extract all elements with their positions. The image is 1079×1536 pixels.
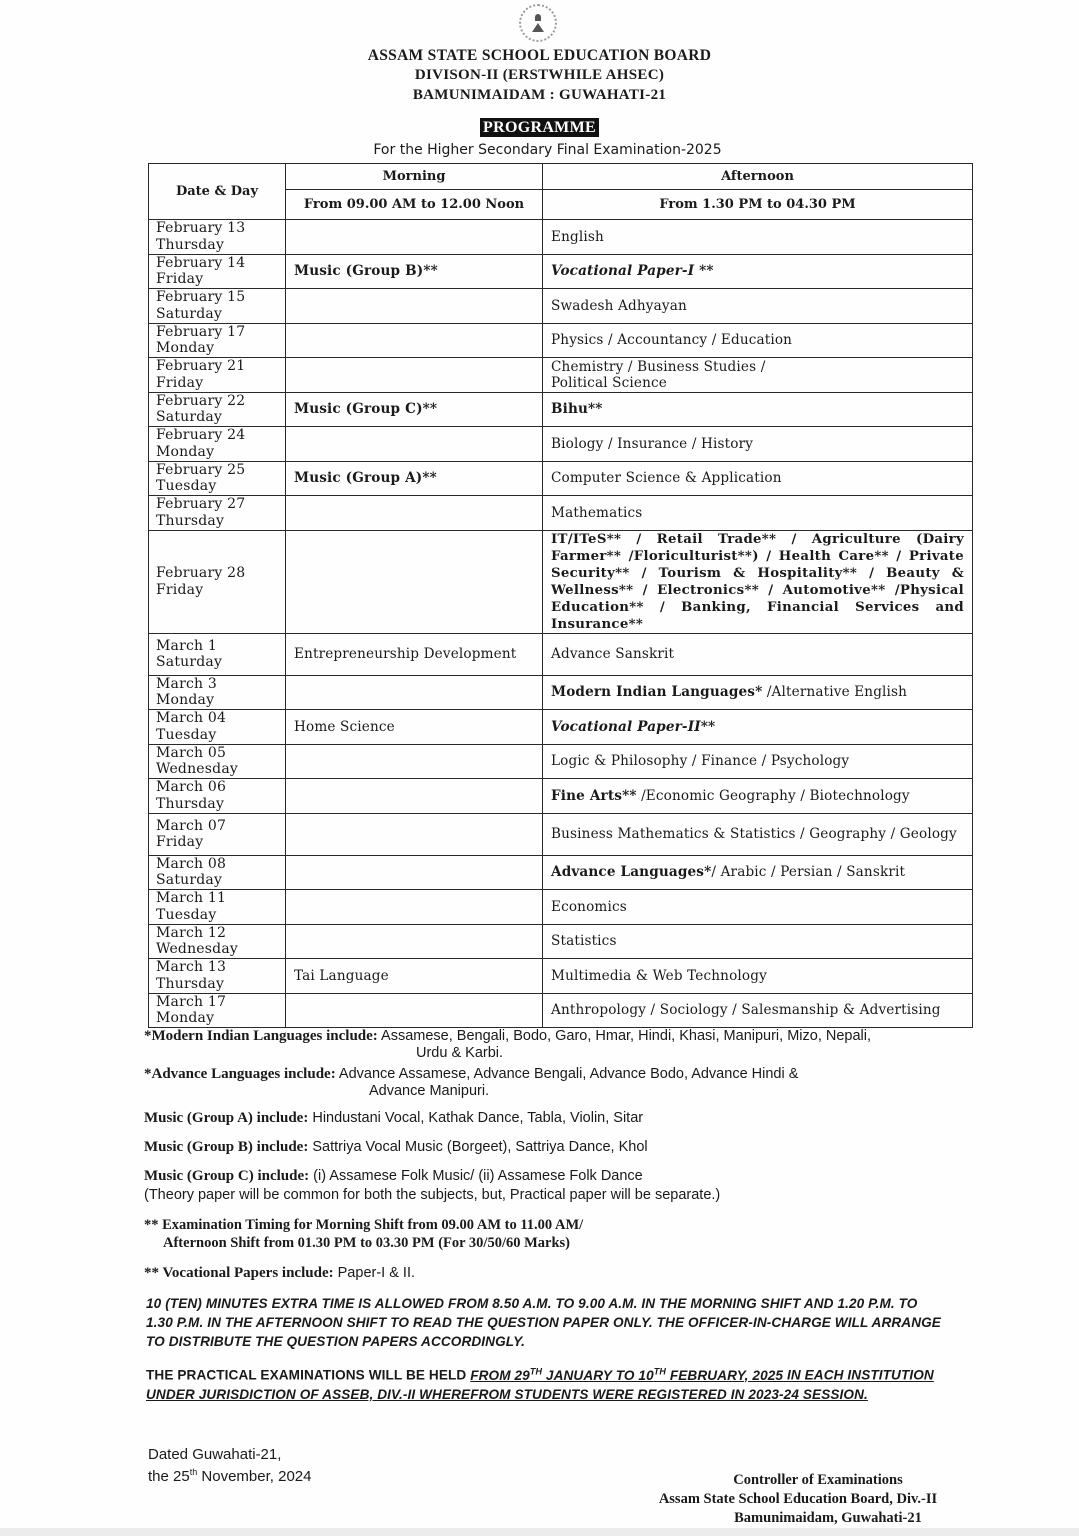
- afternoon-subject-rest: / Arabic / Persian / Sanskrit: [711, 864, 906, 881]
- row-day: Monday: [156, 443, 215, 460]
- dated-place: Dated Guwahati-21,: [148, 1446, 282, 1463]
- row-day: Monday: [156, 340, 215, 357]
- afternoon-subject: English: [543, 220, 973, 255]
- row-date: February 15: [156, 289, 246, 306]
- row-date: March 08: [156, 855, 227, 872]
- note-advance-languages: [144, 1066, 974, 1099]
- afternoon-subject: Mathematics: [543, 496, 973, 531]
- row-date: February 22: [156, 392, 246, 409]
- note-label: ** Vocational Papers include:: [144, 1265, 334, 1281]
- morning-subject: [286, 890, 543, 925]
- afternoon-subject-bold: Fine Arts**: [551, 787, 637, 804]
- row-day: Friday: [156, 271, 204, 288]
- note-timing-line2: Afternoon Shift from 01.30 PM to 03.30 PM (For 30/50/60 Marks): [163, 1235, 571, 1251]
- row-date: February 21: [156, 358, 246, 375]
- afternoon-subject-rest: /Economic Geography / Biotechnology: [636, 787, 910, 804]
- practical-from: FROM 29: [470, 1367, 530, 1383]
- table-row: [149, 427, 973, 462]
- row-day: Monday: [156, 692, 215, 709]
- afternoon-subject-bold: Modern Indian Languages*: [551, 684, 763, 701]
- table-row: [149, 959, 973, 994]
- note-exam-timing: [144, 1217, 974, 1234]
- row-day: Friday: [156, 834, 204, 850]
- afternoon-subject: Anthropology / Sociology / Salesmanship & Advertising: [543, 993, 973, 1028]
- morning-subject: Music (Group B)**: [294, 263, 438, 280]
- row-date: February 13: [156, 220, 246, 237]
- signatory-address: Bamunimaidam, Guwahati-21: [734, 1510, 922, 1526]
- note-modern-indian-languages: [144, 1028, 974, 1061]
- morning-subject: [286, 289, 543, 324]
- note-label: *Modern Indian Languages include:: [144, 1028, 378, 1044]
- morning-subject: [286, 779, 543, 814]
- afternoon-subject: Swadesh Adhyayan: [543, 289, 973, 324]
- ordinal-suffix: th: [189, 1467, 198, 1477]
- row-date: March 1: [156, 637, 217, 654]
- morning-subject: [286, 675, 543, 710]
- morning-subject: [286, 323, 543, 358]
- row-day: Wednesday: [156, 761, 238, 778]
- afternoon-subject: Vocational Paper-I **: [551, 263, 714, 280]
- note-timing-line1: ** Examination Timing for Morning Shift from 09.00 AM to 11.00 AM/: [144, 1217, 584, 1233]
- table-row: [149, 779, 973, 814]
- morning-subject: Tai Language: [286, 959, 543, 994]
- row-date: February 27: [156, 496, 246, 513]
- header-morning: Morning: [286, 164, 543, 190]
- row-day: Tuesday: [156, 906, 217, 923]
- row-date: February 17: [156, 323, 246, 340]
- row-day: Tuesday: [156, 478, 217, 495]
- note-text: Sattriya Vocal Music (Borgeet), Sattriya Dance, Khol: [308, 1139, 648, 1155]
- afternoon-subject: Biology / Insurance / History: [543, 427, 973, 462]
- practical-prefix: THE PRACTICAL EXAMINATIONS WILL BE HELD: [146, 1367, 471, 1383]
- programme-label: PROGRAMME: [480, 118, 599, 137]
- note-music-group-a: [144, 1110, 974, 1127]
- morning-subject: Music (Group A)**: [294, 470, 437, 487]
- table-row: [149, 855, 973, 890]
- signatory-title: Controller of Examinations: [733, 1472, 903, 1488]
- note-text-continued: Advance Manipuri.: [369, 1083, 490, 1099]
- exam-schedule-table: [148, 163, 973, 1028]
- row-date: February 28: [156, 565, 246, 581]
- morning-subject: [286, 855, 543, 890]
- morning-subject: Music (Group C)**: [294, 401, 438, 418]
- note-text: Hindustani Vocal, Kathak Dance, Tabla, Violin, Sitar: [308, 1110, 644, 1126]
- row-day: Tuesday: [156, 726, 217, 743]
- ordinal-suffix: TH: [529, 1366, 543, 1376]
- note-text: Paper-I & II.: [333, 1265, 416, 1281]
- signatory-org: Assam State School Education Board, Div.-II: [658, 1491, 938, 1507]
- row-day: Friday: [156, 581, 204, 598]
- table-row: [149, 890, 973, 925]
- afternoon-subject: Bihu**: [551, 401, 603, 418]
- org-address: BAMUNIMAIDAM : GUWAHATI-21: [412, 87, 667, 103]
- row-date: March 07: [156, 817, 227, 834]
- row-date: March 06: [156, 779, 227, 796]
- table-row: [149, 813, 973, 855]
- row-date: February 14: [156, 254, 246, 271]
- row-date: March 04: [156, 710, 227, 727]
- row-date: February 24: [156, 427, 246, 444]
- morning-subject: Entrepreneurship Development: [286, 633, 543, 675]
- table-row: [149, 744, 973, 779]
- note-text: Assamese, Bengali, Bodo, Garo, Hmar, Hindi, Khasi, Manipuri, Mizo, Nepali,: [377, 1028, 872, 1044]
- row-date: March 3: [156, 675, 217, 692]
- row-day: Friday: [156, 374, 204, 391]
- org-name: ASSAM STATE SCHOOL EDUCATION BOARD: [367, 47, 712, 64]
- practical-to: FEBRUARY, 2025: [665, 1367, 784, 1383]
- afternoon-subject: Advance Sanskrit: [543, 633, 973, 675]
- morning-subject: [286, 496, 543, 531]
- morning-subject: [286, 993, 543, 1028]
- note-music-group-c-theory: (Theory paper will be common for both the subjects, but, Practical paper will be separate.): [144, 1187, 721, 1203]
- note-music-group-b: [144, 1139, 974, 1156]
- note-text: (i) Assamese Folk Music/ (ii) Assamese Folk Dance: [309, 1168, 643, 1184]
- afternoon-subject-line1: Chemistry / Business Studies /: [551, 358, 766, 375]
- morning-subject: [286, 924, 543, 959]
- table-row: [149, 254, 973, 289]
- table-row: [149, 530, 973, 633]
- row-day: Saturday: [156, 409, 223, 426]
- row-date: March 05: [156, 744, 227, 761]
- morning-subject: [286, 427, 543, 462]
- practical-dates: [470, 1368, 783, 1383]
- table-row: [149, 220, 973, 255]
- morning-subject: Home Science: [286, 710, 543, 745]
- table-row: [149, 993, 973, 1028]
- morning-subject: [286, 744, 543, 779]
- note-music-group-c: [144, 1168, 974, 1185]
- row-date: March 11: [156, 890, 227, 907]
- afternoon-subject-line2: Political Science: [551, 374, 667, 391]
- afternoon-subject-rest: /Alternative English: [762, 684, 908, 701]
- note-vocational-papers: [144, 1265, 974, 1282]
- table-row: [149, 358, 973, 393]
- afternoon-subject: Logic & Philosophy / Finance / Psychology: [543, 744, 973, 779]
- row-date: March 13: [156, 959, 227, 976]
- date-prefix: the 25: [148, 1468, 190, 1485]
- row-day: Thursday: [156, 236, 225, 253]
- afternoon-subject: Economics: [543, 890, 973, 925]
- afternoon-subject: Vocational Paper-II**: [551, 718, 716, 735]
- morning-subject: [286, 530, 543, 633]
- note-exam-timing-cont: [163, 1235, 993, 1252]
- header-afternoon-time: From 1.30 PM to 04.30 PM: [543, 190, 973, 220]
- row-day: Saturday: [156, 305, 223, 322]
- table-row: [149, 323, 973, 358]
- division-name: DIVISON-II (ERSTWHILE AHSEC): [414, 67, 665, 83]
- row-day: Thursday: [156, 975, 225, 992]
- header-date-day: Date & Day: [149, 164, 286, 220]
- table-row: [149, 392, 973, 427]
- note-label: Music (Group B) include:: [144, 1139, 309, 1155]
- morning-subject: [286, 358, 543, 393]
- dated-date: [148, 1467, 311, 1485]
- note-label: Music (Group C) include:: [144, 1168, 310, 1184]
- table-row: [149, 633, 973, 675]
- practical-rest: IN EACH INSTITUTION UNDER JURISDICTION OF ASSEB, DIV.-II WHEREFROM STUDENTS WERE REGISTERED IN 2023-24 SESSION.: [146, 1367, 934, 1402]
- row-date: March 17: [156, 993, 227, 1010]
- morning-subject: [286, 220, 543, 255]
- row-date: February 25: [156, 461, 246, 478]
- note-text-continued: Urdu & Karbi.: [416, 1045, 504, 1061]
- board-emblem-icon: [519, 4, 557, 42]
- table-row: [149, 461, 973, 496]
- row-day: Saturday: [156, 654, 223, 670]
- note-label: *Advance Languages include:: [144, 1066, 336, 1082]
- afternoon-subject: Physics / Accountancy / Education: [543, 323, 973, 358]
- date-rest: November, 2024: [197, 1468, 312, 1485]
- ordinal-suffix: TH: [653, 1366, 666, 1376]
- table-row: [149, 675, 973, 710]
- afternoon-subject: Business Mathematics & Statistics / Geography / Geology: [543, 813, 973, 855]
- note-label: Music (Group A) include:: [144, 1110, 309, 1126]
- table-row: [149, 924, 973, 959]
- practical-mid: JANUARY TO 10: [542, 1367, 654, 1383]
- row-day: Monday: [156, 1010, 215, 1027]
- row-day: Thursday: [156, 795, 225, 812]
- practical-exam-notice: [146, 1362, 966, 1404]
- afternoon-subject-bold: Advance Languages*: [551, 864, 712, 881]
- header-morning-time: From 09.00 AM to 12.00 Noon: [286, 190, 543, 220]
- table-row: [149, 496, 973, 531]
- afternoon-subject: Statistics: [543, 924, 973, 959]
- afternoon-subject: Multimedia & Web Technology: [543, 959, 973, 994]
- table-row: [149, 289, 973, 324]
- row-day: Saturday: [156, 872, 223, 889]
- afternoon-subject: IT/ITeS** / Retail Trade** / Agriculture (Dairy Farmer** /Floriculturist**) / Health Care** / Private Security** / Tourism & Hospitality** / Beauty & Wellness** / Electronics** / Automotive** /Physical Education** / Banking, Financial Services and Insurance**: [543, 530, 973, 633]
- row-day: Thursday: [156, 512, 225, 529]
- header-afternoon: Afternoon: [543, 164, 973, 190]
- document-subtitle: For the Higher Secondary Final Examination-2025: [373, 142, 722, 158]
- table-row: [149, 710, 973, 745]
- extra-time-notice: 10 (TEN) MINUTES EXTRA TIME IS ALLOWED FROM 8.50 A.M. TO 9.00 A.M. IN THE MORNING SHIFT AND 1.20 P.M. TO 1.30 P.M. IN THE AFTERNOON SHIFT TO READ THE QUESTION PAPER ONLY. THE OFFICER-IN-CHARGE WILL ARRANGE TO DISTRIBUTE THE QUESTION PAPERS ACCORDINGLY.: [146, 1296, 941, 1349]
- row-day: Wednesday: [156, 941, 238, 958]
- page-bottom-edge: [0, 1528, 1079, 1536]
- afternoon-subject: Computer Science & Application: [543, 461, 973, 496]
- morning-subject: [286, 813, 543, 855]
- row-date: March 12: [156, 924, 227, 941]
- note-text: Advance Assamese, Advance Bengali, Advance Bodo, Advance Hindi &: [335, 1066, 799, 1082]
